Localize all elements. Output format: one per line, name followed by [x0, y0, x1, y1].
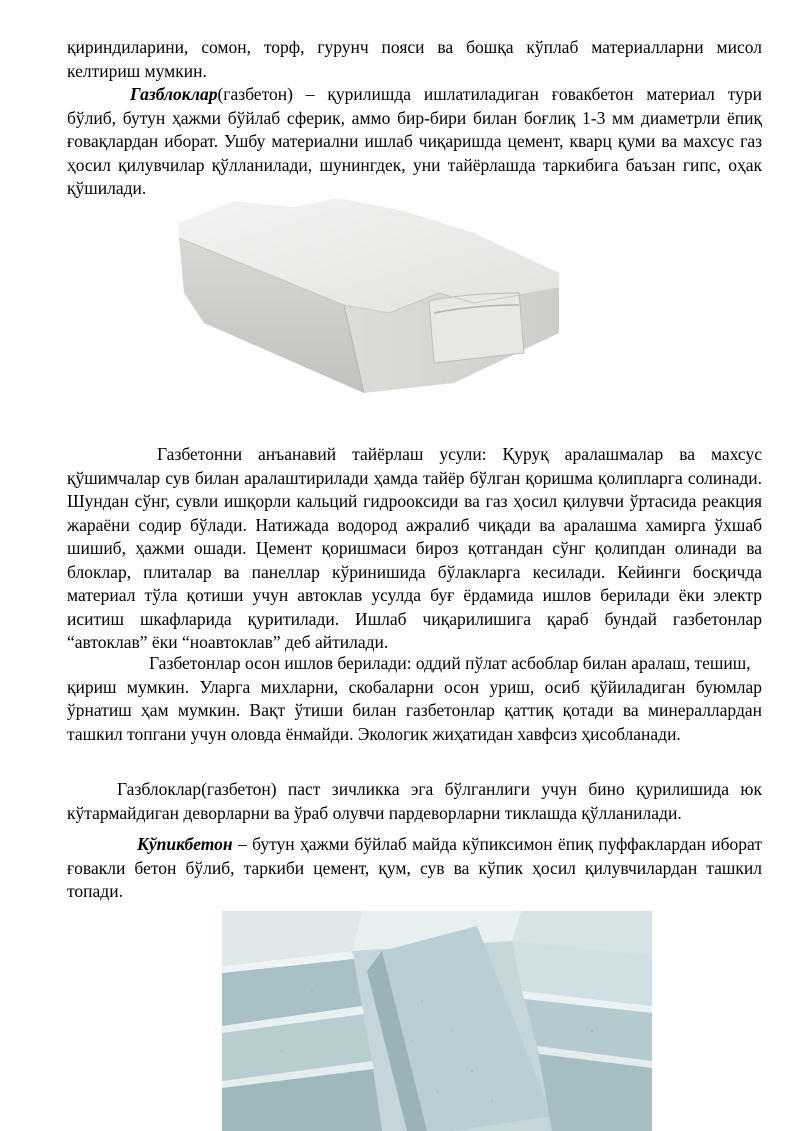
term-gasblocks: Газблоклар	[130, 84, 218, 104]
processing-continuation: қириш мумкин. Уларга михларни, скобаларни осон уриш, осиб қўйиладиган буюмлар ўрнатиш ҳам мумкин. Вақт ўтиши билан газбетонлар қаттиқ қотади ва минераллардан ташкил топгани учун оловда ёнмайди. Экологик жиҳатидан хавфсиз ҳисобланади.	[67, 676, 762, 744]
paragraph-gasblock-usage: Газблоклар(газбетон) паст зичликка эга бўлганлиги учун бино қурилишида юк кўтармайдиган деворларни ва ўраб олувчи пардеворларни тиклашда қўлланилади.	[67, 779, 762, 823]
gas-block-image	[174, 193, 564, 408]
paragraph-production-method: Газбетонни анъанавий тайёрлаш усули: Қуруқ аралашмалар ва махсус қўшимчалар сув билан аралаштирилади ҳамда тайёр бўлган қоришма қолипларга солинади. Шундан сўнг, сувли ишқорли кальций гидрооксиди ва газ ҳосил қилувчи ўртасида реакция жараёни содир бўлади. Натижада водород ажралиб чиқади ва аралашма хамирга ўхшаб шишиб, ҳажми ошади. Цемент қоришмаси бироз қотгандан сўнг қолипдан олинади ва блоклар, плиталар ва панеллар кўринишида бўлакларга кесилади. Кейинги босқичда материал тўла қотиши учун автоклав усулда буғ ёрдамида ишлов берилади ёки электр иситиш шкафларида қуритилади. Ишлаб чиқарилишига қараб бундай газбетонлар “автоклав” ёки “ноавтоклав” деб айтилади.	[67, 444, 762, 652]
paragraph-intro-end: қириндиларини, сомон, торф, гурунч пояси ва бошқа кўплаб материалларни мисол келтириш мумкин.	[67, 37, 762, 81]
processing-first-line: Газбетонлар осон ишлов берилади: оддий пўлат асбоблар билан аралаш, тешиш,	[149, 653, 751, 673]
foam-concrete-definition: – бутун ҳажми бўйлаб майда кўпиксимон ёпиқ пуффаклардан иборат ғовакли бетон бўлиб, таркиби цемент, қум, сув ва кўпик ҳосил қилувчилардан ташкил топади.	[67, 834, 762, 901]
foam-concrete-image	[222, 911, 652, 1131]
paragraph-processing	[67, 652, 762, 746]
gasblocks-definition: (газбетон) – қурилишда ишлатиладиган ғовакбетон материал тури бўлиб, бутун ҳажми бўйлаб сферик, аммо бир-бири билан боғлиқ 1-3 мм диаметрли ёпиқ ғовақлардан иборат. Ушбу материални ишлаб чиқаришда цемент, кварц қуми ва махсус газ ҳосил қилувчилар қўлланилади, шунингдек, уни тайёрлашда таркибига баъзан гипс, оҳак қўшилади.	[67, 84, 762, 198]
paragraph-foam-concrete	[67, 833, 762, 904]
paragraph-gasblocks	[67, 83, 762, 201]
term-foam-concrete: Кўпикбетон	[137, 834, 233, 854]
document-page	[67, 0, 762, 201]
